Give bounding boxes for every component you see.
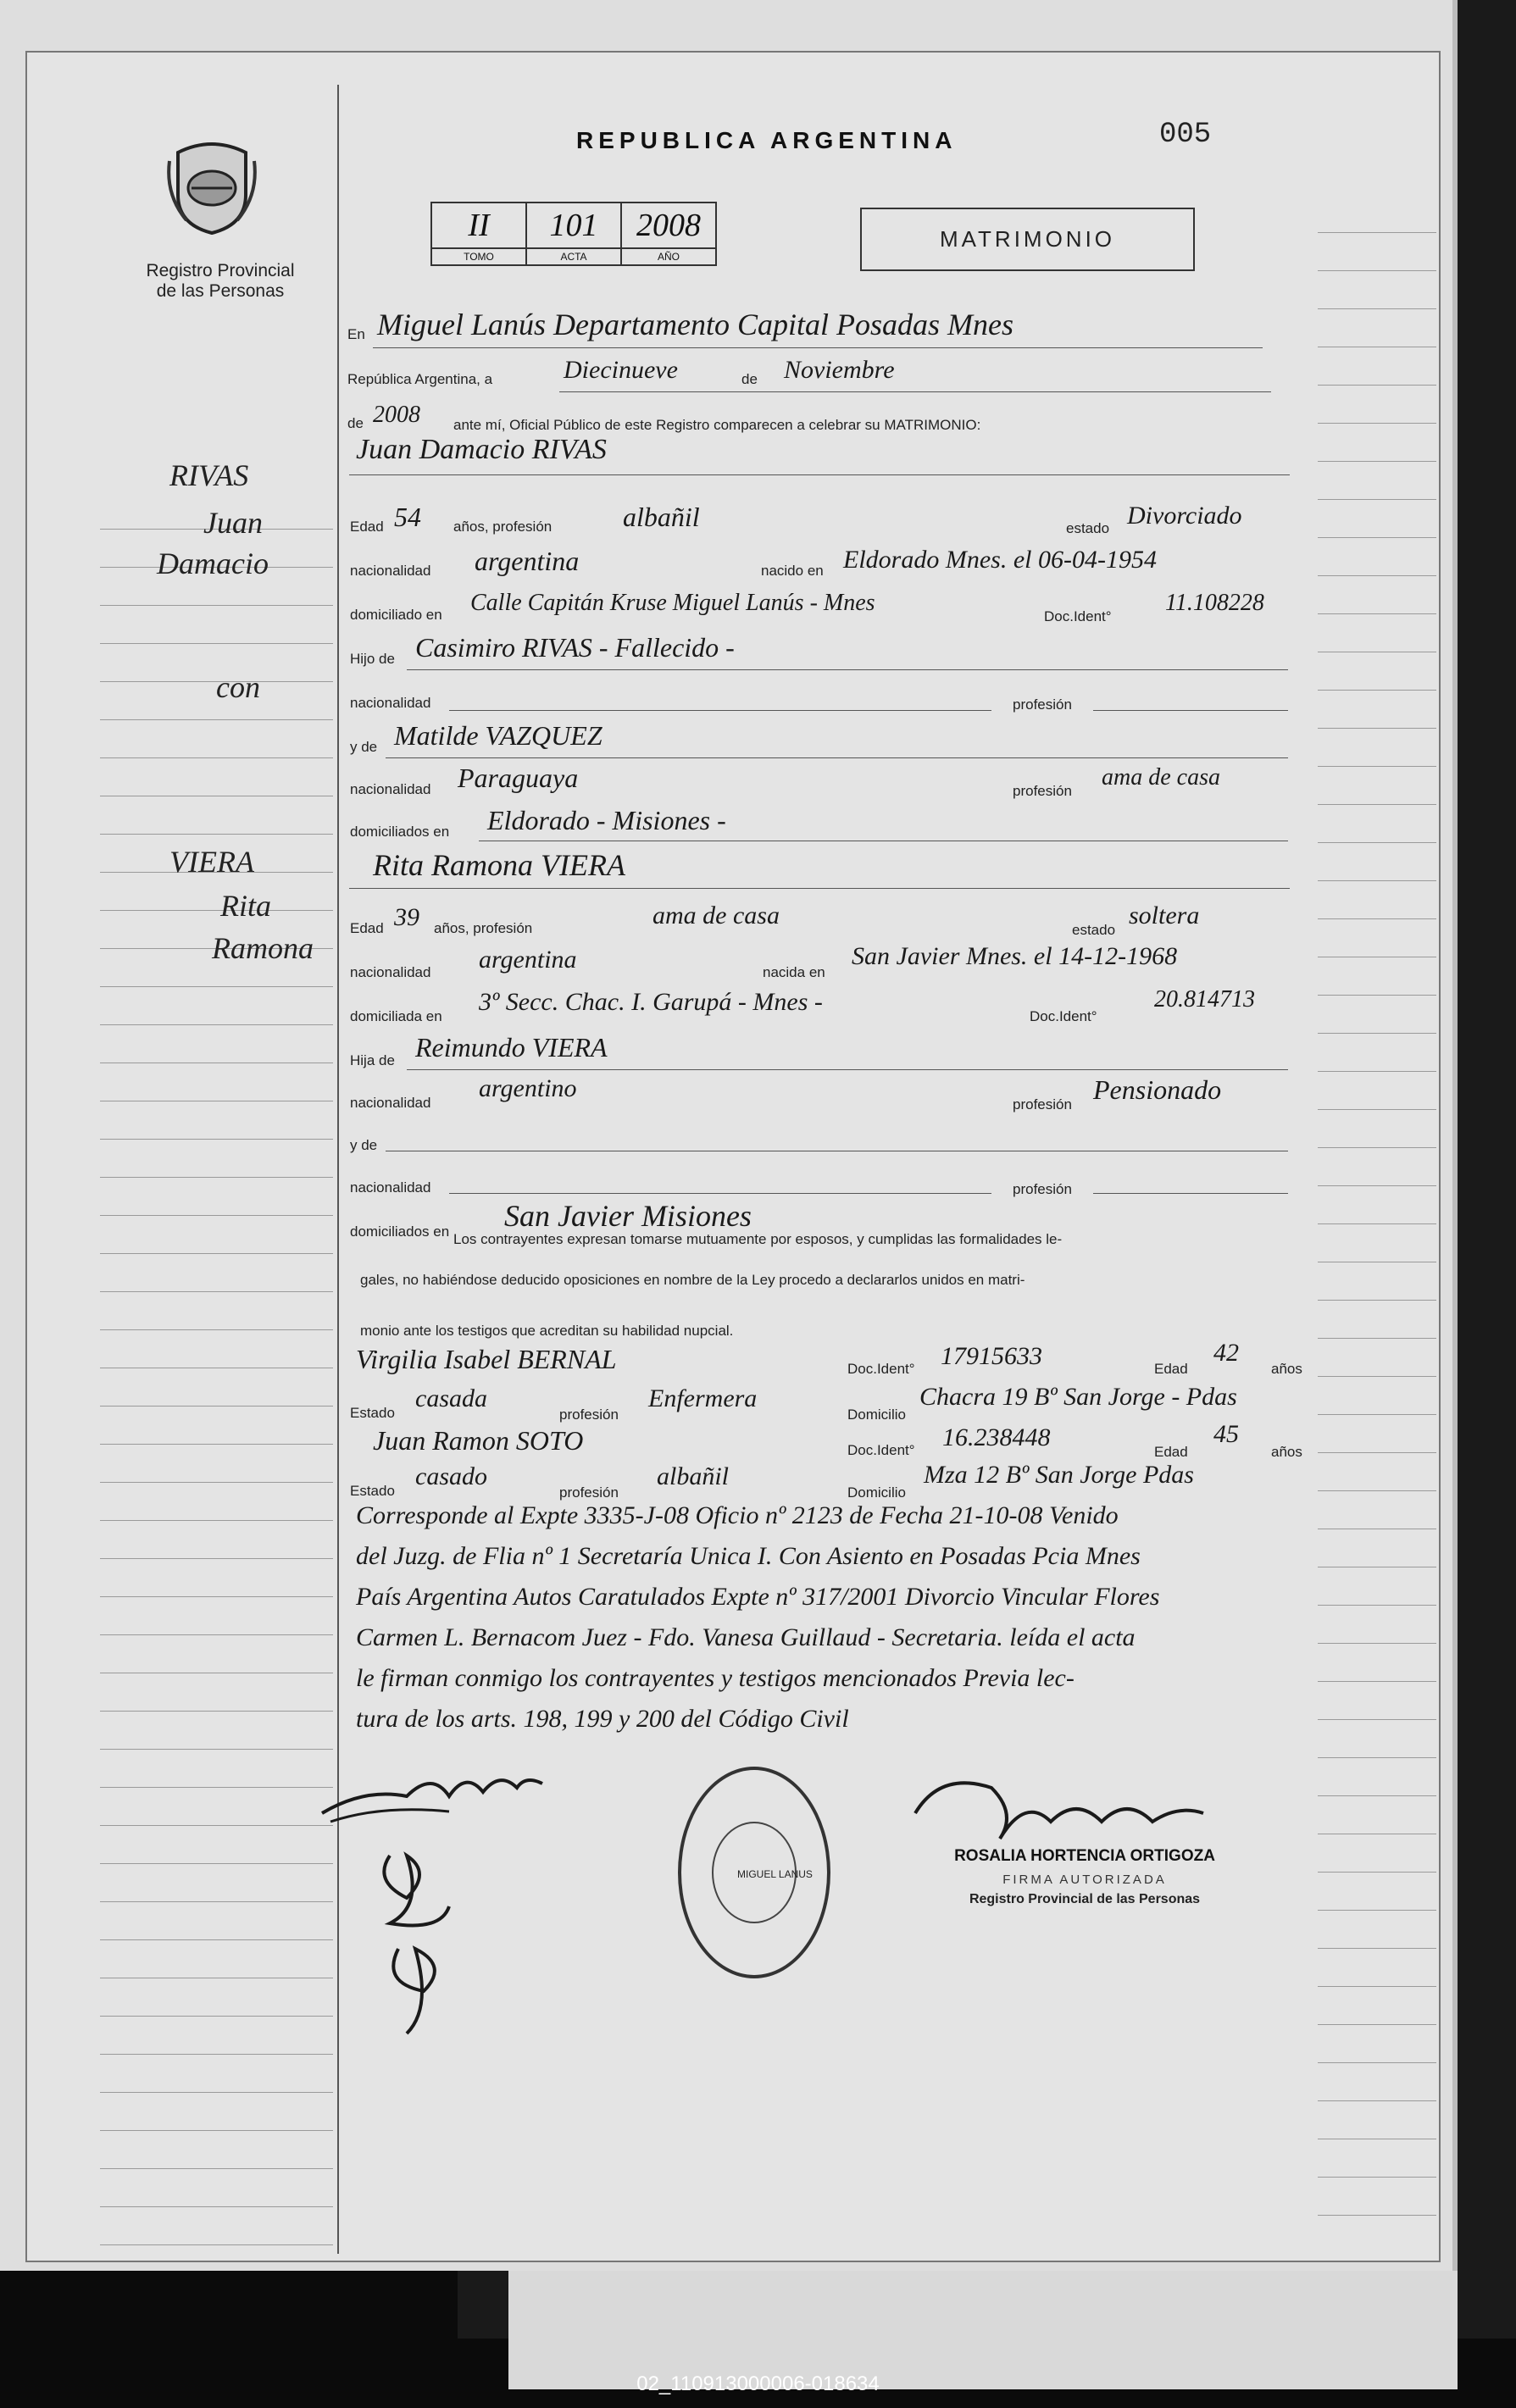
signer-office: Registro Provincial de las Personas bbox=[969, 1892, 1201, 1906]
witness1-dom-label: Domicilio bbox=[847, 1407, 906, 1423]
groom-mother-prof-label: profesión bbox=[1013, 783, 1072, 799]
contracting-parties-signatures bbox=[314, 1737, 585, 2059]
groom-estado-label: estado bbox=[1066, 520, 1110, 536]
witness2-doc-label: Doc.Ident° bbox=[847, 1442, 915, 1458]
groom-birth: Eldorado Mnes. el 06-04-1954 bbox=[843, 546, 1157, 574]
bride-mother-prof-label: profesión bbox=[1013, 1181, 1072, 1197]
bride-yde-label: y de bbox=[350, 1137, 378, 1153]
margin-groom-second: Damacio bbox=[157, 547, 269, 580]
groom-father: Casimiro RIVAS - Fallecido - bbox=[415, 632, 735, 663]
bride-nationality: argentina bbox=[479, 946, 577, 974]
registry-reference-table bbox=[430, 202, 717, 266]
signer-title: FIRMA AUTORIZADA bbox=[1002, 1873, 1167, 1887]
groom-mother-nac-label: nacionalidad bbox=[350, 781, 431, 797]
groom-yde-label: y de bbox=[350, 739, 378, 755]
groom-mother: Matilde VAZQUEZ bbox=[394, 720, 603, 751]
declaration-line-1: Los contrayentes expresan tomarse mutuamente por esposos, y cumplidas las formalidades le- bbox=[453, 1231, 1063, 1247]
note-line-5: le firman conmigo los contrayentes y testigos mencionados Previa lec- bbox=[356, 1664, 1075, 1692]
date-line bbox=[559, 391, 1271, 392]
groom-profession: albañil bbox=[623, 502, 700, 532]
place-value: Miguel Lanús Departamento Capital Posadas Mnes bbox=[377, 308, 1013, 341]
bride-father-nac-label: nacionalidad bbox=[350, 1095, 431, 1111]
bride-civil-status: soltera bbox=[1129, 902, 1200, 929]
declaration-line-3: monio ante los testigos que acreditan su habilidad nupcial. bbox=[360, 1323, 734, 1339]
note-line-4: Carmen L. Bernacom Juez - Fdo. Vanesa Guillaud - Secretaria. leída el acta bbox=[356, 1623, 1136, 1651]
witness1-document: 17915633 bbox=[941, 1342, 1042, 1370]
groom-document: 11.108228 bbox=[1165, 590, 1264, 616]
margin-bride-first: Rita bbox=[220, 889, 271, 923]
bride-estado-label: estado bbox=[1072, 922, 1116, 938]
groom-nationality: argentina bbox=[475, 546, 580, 576]
note-line-1: Corresponde al Expte 3335-J-08 Oficio nº 2123 de Fecha 21-10-08 Venido bbox=[356, 1501, 1119, 1529]
bride-hija-label: Hija de bbox=[350, 1052, 395, 1068]
groom-father-nac-label: nacionalidad bbox=[350, 695, 431, 711]
bride-profession: ama de casa bbox=[652, 902, 780, 929]
note-line-2: del Juzg. de Flia nº 1 Secretaría Unica I. Con Asiento en Posadas Pcia Mnes bbox=[356, 1542, 1141, 1570]
bride-father-nationality: argentino bbox=[479, 1074, 577, 1102]
act-type-box: MATRIMONIO bbox=[860, 208, 1195, 271]
margin-groom-surname: RIVAS bbox=[169, 458, 249, 492]
witness1-name: Virgilia Isabel BERNAL bbox=[356, 1344, 617, 1374]
acta-label: ACTA bbox=[526, 248, 621, 265]
bride-parents-dom-label: domiciliados en bbox=[350, 1223, 450, 1240]
groom-address: Calle Capitán Kruse Miguel Lanús - Mnes bbox=[470, 590, 875, 616]
bride-dom-label: domiciliada en bbox=[350, 1008, 442, 1024]
groom-mother-line bbox=[386, 757, 1288, 758]
bride-nac-label: nacionalidad bbox=[350, 964, 431, 980]
witness2-address: Mza 12 Bº San Jorge Pdas bbox=[924, 1461, 1194, 1489]
declaration-line-2: gales, no habiéndose deducido oposiciones en nombre de la Ley procedo a declararlos unidos en matri- bbox=[360, 1272, 1025, 1288]
groom-edad-label: Edad bbox=[350, 519, 384, 535]
groom-dom-label: domiciliado en bbox=[350, 607, 442, 623]
country-title: REPUBLICA ARGENTINA bbox=[576, 127, 958, 153]
place-line bbox=[373, 347, 1263, 348]
groom-hijo-label: Hijo de bbox=[350, 651, 395, 667]
bride-birth: San Javier Mnes. el 14-12-1968 bbox=[852, 942, 1178, 970]
bride-mother-nac-label: nacionalidad bbox=[350, 1179, 431, 1196]
groom-father-prof-line bbox=[1093, 710, 1288, 711]
witness2-dom-label: Domicilio bbox=[847, 1484, 906, 1501]
groom-father-nac-line bbox=[449, 710, 991, 711]
note-line-6: tura de los arts. 198, 199 y 200 del Código Civil bbox=[356, 1705, 849, 1733]
seal-city: MIGUEL LANUS bbox=[737, 1868, 813, 1880]
margin-bride-second: Ramona bbox=[212, 931, 314, 965]
month-value: Noviembre bbox=[784, 356, 895, 384]
witness2-profession: albañil bbox=[657, 1462, 730, 1490]
groom-parents-address: Eldorado - Misiones - bbox=[487, 805, 726, 835]
margin-conjunction: con bbox=[216, 670, 260, 704]
bride-father-profession: Pensionado bbox=[1093, 1074, 1222, 1105]
margin-bride-surname: VIERA bbox=[169, 845, 254, 879]
republica-label: República Argentina, a bbox=[347, 371, 493, 387]
bride-name-line bbox=[349, 888, 1290, 889]
acta-value: 101 bbox=[526, 203, 621, 248]
groom-parents-dom-label: domiciliados en bbox=[350, 824, 450, 840]
intro-text: ante mí, Oficial Público de este Registro comparecen a celebrar su MATRIMONIO: bbox=[453, 417, 981, 433]
groom-mother-nationality: Paraguaya bbox=[458, 763, 579, 793]
year-value: 2008 bbox=[373, 402, 420, 428]
groom-nacido-label: nacido en bbox=[761, 563, 824, 579]
bride-mother-nac-line bbox=[449, 1193, 991, 1194]
witness1-doc-label: Doc.Ident° bbox=[847, 1361, 915, 1377]
witness2-estado-label: Estado bbox=[350, 1483, 395, 1499]
bride-age: 39 bbox=[394, 903, 419, 931]
groom-father-prof-label: profesión bbox=[1013, 696, 1072, 713]
bride-father-line bbox=[407, 1069, 1288, 1070]
witness2-age: 45 bbox=[1213, 1420, 1239, 1448]
witness1-profession: Enfermera bbox=[648, 1384, 758, 1412]
en-label: En bbox=[347, 326, 365, 342]
groom-doc-label: Doc.Ident° bbox=[1044, 608, 1112, 624]
bride-parents-address: San Javier Misiones bbox=[504, 1199, 752, 1233]
bride-mother-prof-line bbox=[1093, 1193, 1288, 1194]
note-line-3: País Argentina Autos Caratulados Expte nº 317/2001 Divorcio Vincular Flores bbox=[356, 1583, 1160, 1611]
groom-nac-label: nacionalidad bbox=[350, 563, 431, 579]
de-label: de bbox=[741, 371, 758, 387]
right-ruled-margin bbox=[1318, 195, 1436, 2245]
groom-name-line bbox=[349, 474, 1290, 475]
groom-prof-label: años, profesión bbox=[453, 519, 553, 535]
witness2-anos-label: años bbox=[1271, 1444, 1302, 1460]
ano-label: AÑO bbox=[621, 248, 716, 265]
left-ruled-margin bbox=[100, 491, 333, 2254]
signer-name: ROSALIA HORTENCIA ORTIGOZA bbox=[954, 1847, 1215, 1865]
bride-prof-label: años, profesión bbox=[434, 920, 533, 936]
witness1-address: Chacra 19 Bº San Jorge - Pdas bbox=[919, 1383, 1237, 1411]
bride-doc-label: Doc.Ident° bbox=[1030, 1008, 1097, 1024]
provincial-crest-logo bbox=[161, 136, 263, 237]
witness1-edad-label: Edad bbox=[1154, 1361, 1188, 1377]
witness2-prof-label: profesión bbox=[559, 1484, 619, 1501]
margin-groom-first: Juan bbox=[203, 506, 263, 540]
issuer-label: Registro Provincial de las Personas bbox=[146, 261, 295, 301]
officer-signature-block bbox=[949, 1847, 1220, 1907]
bride-full-name: Rita Ramona VIERA bbox=[373, 848, 625, 882]
witness2-name: Juan Ramon SOTO bbox=[373, 1425, 584, 1456]
witness1-prof-label: profesión bbox=[559, 1407, 619, 1423]
bride-nacida-label: nacida en bbox=[763, 964, 825, 980]
bride-address: 3º Secc. Chac. I. Garupá - Mnes - bbox=[479, 988, 823, 1016]
bride-father-prof-label: profesión bbox=[1013, 1096, 1072, 1112]
groom-civil-status: Divorciado bbox=[1127, 502, 1242, 530]
year-prefix: de bbox=[347, 415, 364, 431]
groom-full-name: Juan Damacio RIVAS bbox=[356, 434, 607, 465]
groom-mother-profession: ama de casa bbox=[1102, 764, 1220, 791]
witness1-age: 42 bbox=[1213, 1339, 1239, 1367]
footer-code: 02_110913000006-018634 bbox=[636, 2372, 880, 2395]
witness2-status: casado bbox=[415, 1462, 487, 1490]
ano-value: 2008 bbox=[621, 203, 716, 248]
page-number: 005 bbox=[1159, 119, 1212, 151]
tomo-value: II bbox=[431, 203, 526, 248]
bride-father: Reimundo VIERA bbox=[415, 1032, 608, 1063]
groom-age: 54 bbox=[394, 502, 421, 532]
bride-document: 20.814713 bbox=[1154, 986, 1255, 1013]
tomo-label: TOMO bbox=[431, 248, 526, 265]
groom-father-line bbox=[407, 669, 1288, 670]
witness1-status: casada bbox=[415, 1384, 487, 1412]
bride-edad-label: Edad bbox=[350, 920, 384, 936]
witness1-anos-label: años bbox=[1271, 1361, 1302, 1377]
witness2-document: 16.238448 bbox=[942, 1423, 1051, 1451]
witness2-edad-label: Edad bbox=[1154, 1444, 1188, 1460]
day-value: Diecinueve bbox=[564, 356, 678, 384]
witness1-estado-label: Estado bbox=[350, 1405, 395, 1421]
